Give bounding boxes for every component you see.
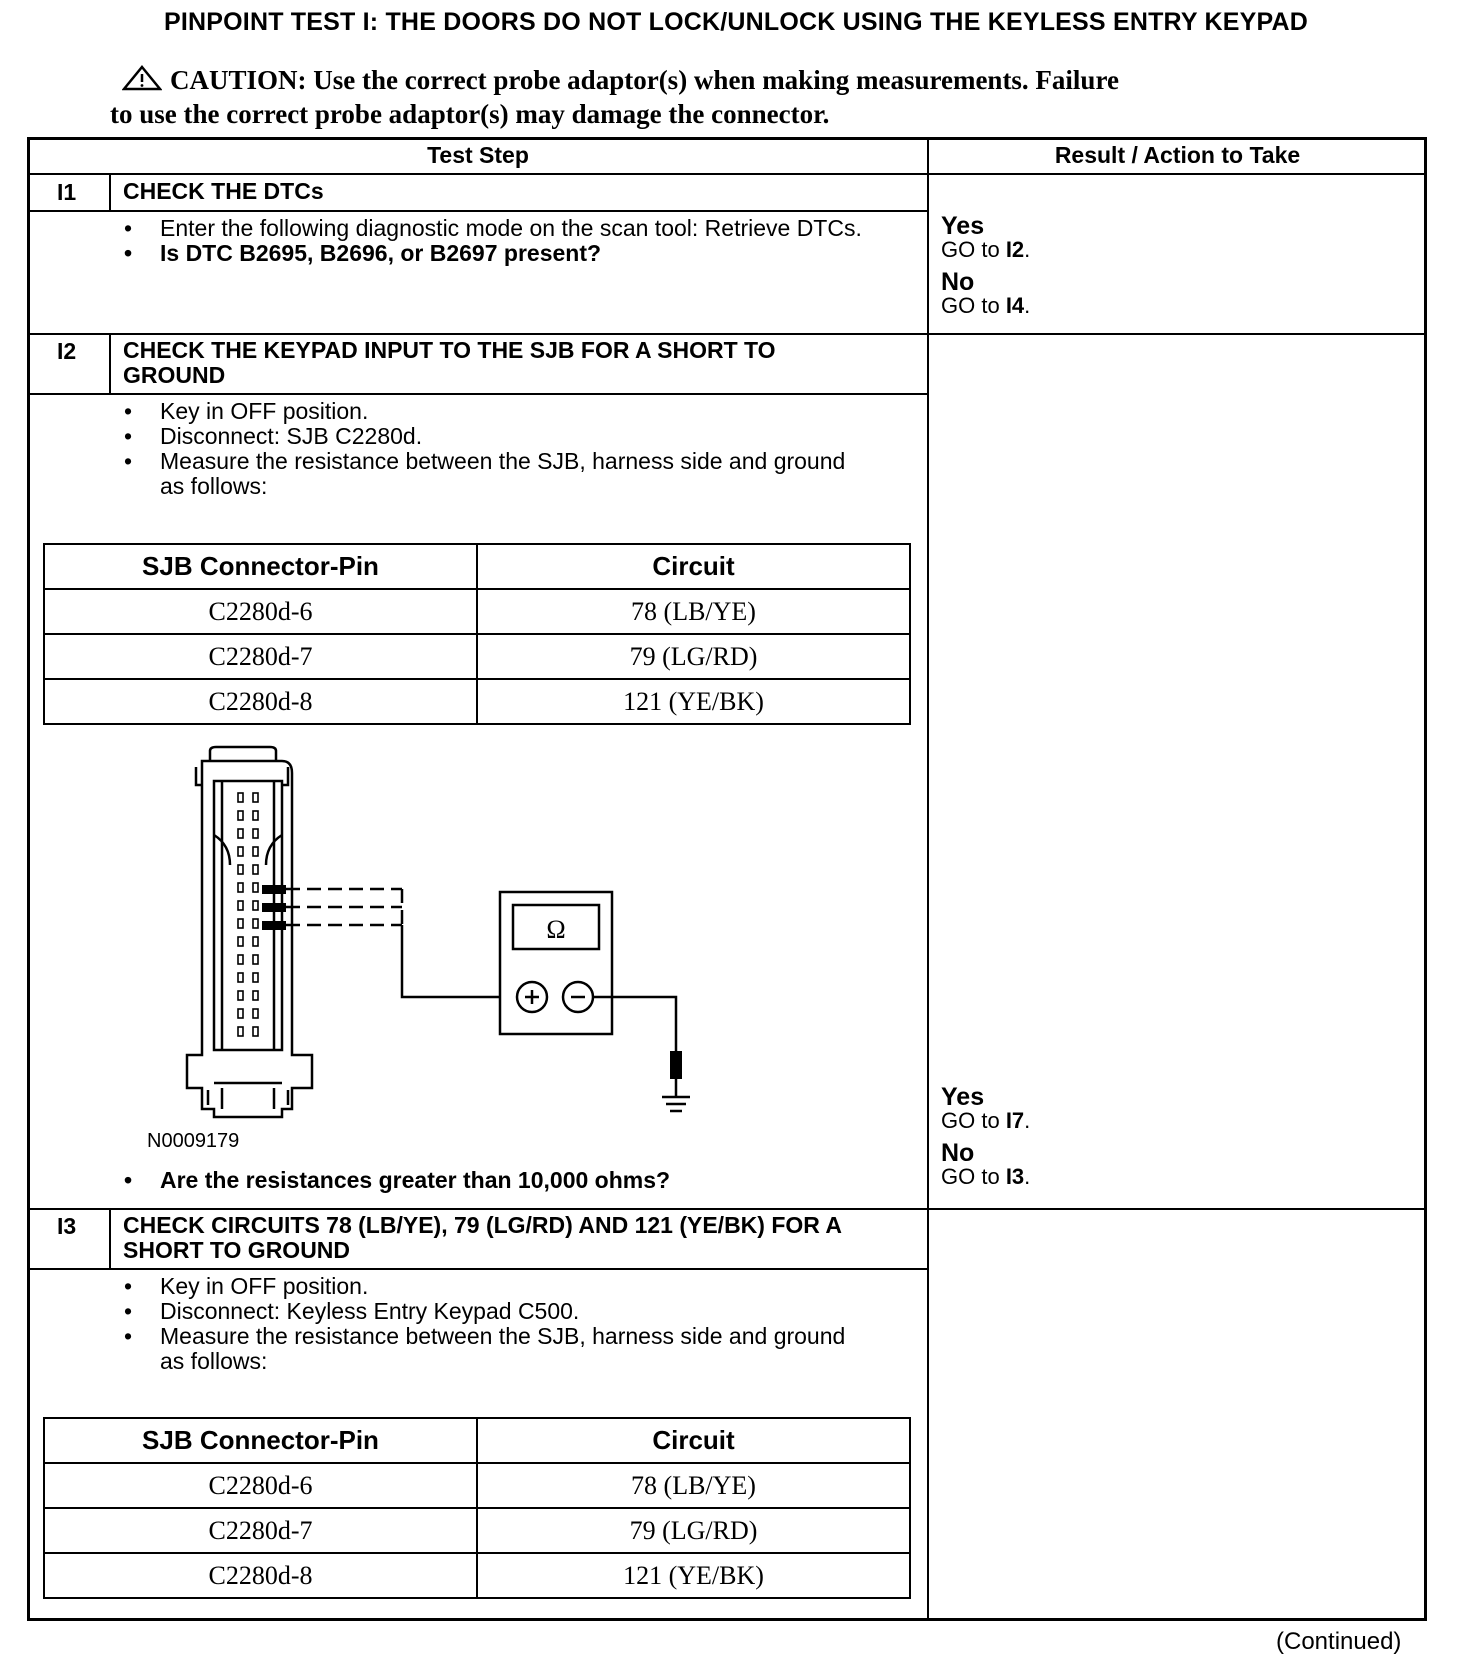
circuit-cell: 121 (YE/BK)	[477, 1553, 910, 1598]
result-i2-yes-target: I7	[1005, 1108, 1025, 1133]
circuit-cell: 79 (LG/RD)	[477, 634, 910, 679]
step-separator-2	[28, 1208, 1426, 1210]
table-row	[44, 589, 910, 634]
connector-pins	[238, 793, 258, 1036]
connector-inner	[214, 781, 282, 1050]
pin-cell: C2280d-7	[44, 1508, 477, 1553]
result-i2-no: No	[941, 1139, 975, 1167]
header-result: Result / Action to Take	[1054, 142, 1301, 168]
pin-cell: C2280d-6	[44, 1463, 477, 1508]
step-title-i2: CHECK THE KEYPAD INPUT TO THE SJB FOR A SHORT TO GROUND	[123, 337, 776, 388]
pin-cell: C2280d-8	[44, 1553, 477, 1598]
result-i1-yes: Yes	[941, 212, 985, 240]
pin-cell: C2280d-7	[44, 634, 477, 679]
step-i1-bullets	[118, 216, 878, 266]
ground-icon	[662, 1079, 690, 1111]
step-title-i3: CHECK CIRCUITS 78 (LB/YE), 79 (LG/RD) AND 121 (YE/BK) FOR A SHORT TO GROUND	[123, 1212, 842, 1263]
step-separator-1	[28, 333, 1426, 335]
step-i2-bullet-1: • Key in OFF position.	[118, 399, 858, 424]
step-id-i2: I2	[57, 338, 77, 364]
id-divider-i1	[109, 174, 111, 211]
pin-cell: C2280d-8	[44, 679, 477, 724]
result-i1-no-target: I4	[1005, 293, 1025, 318]
id-divider-i2	[109, 334, 111, 394]
figure-id: N0009179	[147, 1130, 240, 1152]
table-row	[44, 679, 910, 724]
result-i1-no: No	[941, 268, 975, 296]
connector-latch	[210, 747, 276, 761]
step-i3-bullet-2: • Disconnect: Keyless Entry Keypad C500.	[118, 1299, 858, 1324]
table-row	[44, 1508, 910, 1553]
result-i2-no-target: I3	[1005, 1164, 1025, 1189]
circuit-cell: 121 (YE/BK)	[477, 679, 910, 724]
pin-table-header-circuit: Circuit	[477, 544, 910, 589]
step-i2-question-text: • Are the resistances greater than 10,000 ohms?	[118, 1168, 878, 1193]
i1-title-divider	[28, 210, 928, 212]
step-i2-question	[118, 1168, 878, 1193]
result-i2-yes-action: GO to	[941, 1108, 1000, 1133]
step-i3-bullet-1: • Key in OFF position.	[118, 1274, 858, 1299]
ground-probe	[670, 1051, 682, 1079]
ohmmeter-icon	[500, 892, 612, 1034]
header-divider	[28, 173, 1426, 175]
circuit-cell: 78 (LB/YE)	[477, 1463, 910, 1508]
result-i1-no-action: GO to	[941, 293, 1000, 318]
step-i1-bullet-1: • Enter the following diagnostic mode on the scan tool: Retrieve DTCs.	[118, 216, 878, 241]
caution-text-line2: to use the correct probe adaptor(s) may damage the connector.	[110, 99, 830, 129]
result-i2-no-action: GO to	[941, 1164, 1000, 1189]
dashed-leads	[286, 889, 402, 925]
pin-table-header-pin: SJB Connector-Pin	[44, 544, 477, 589]
ohmmeter-connector-diagram	[170, 745, 710, 1135]
step-i2-bullets	[118, 399, 858, 499]
connector-body	[187, 761, 312, 1117]
pin-table-i3	[43, 1417, 911, 1599]
step-i1-bullet-2: • Is DTC B2695, B2696, or B2697 present?	[118, 241, 878, 266]
step-i3-bullet-3: • Measure the resistance between the SJB, harness side and ground as follows:	[118, 1324, 858, 1374]
i3-title-divider	[28, 1268, 928, 1270]
caution-note	[110, 64, 1340, 130]
header-test-step: Test Step	[427, 142, 529, 168]
step-i3-bullets	[118, 1274, 858, 1374]
page-title: PINPOINT TEST I: THE DOORS DO NOT LOCK/UNLOCK USING THE KEYLESS ENTRY KEYPAD	[164, 8, 1308, 36]
probe-plugs	[262, 885, 286, 930]
pin-table-header-pin: SJB Connector-Pin	[44, 1418, 477, 1463]
step-id-i1: I1	[57, 179, 77, 205]
warning-triangle-icon	[122, 65, 162, 98]
result-i2-yes: Yes	[941, 1083, 985, 1111]
pin-table-i2	[43, 543, 911, 725]
circuit-cell: 78 (LB/YE)	[477, 589, 910, 634]
i2-title-divider	[28, 393, 928, 395]
circuit-cell: 79 (LG/RD)	[477, 1508, 910, 1553]
result-i1: Yes GO to I2. No GO to I4.	[941, 212, 1031, 318]
step-i2-bullet-2: • Disconnect: SJB C2280d.	[118, 424, 858, 449]
step-title-i1: CHECK THE DTCs	[123, 178, 324, 204]
result-i2: Yes GO to I7. No GO to I3.	[941, 1083, 1031, 1189]
id-divider-i3	[109, 1209, 111, 1269]
table-row	[44, 634, 910, 679]
step-id-i3: I3	[57, 1213, 77, 1239]
caution-label: CAUTION:	[170, 65, 307, 95]
pin-cell: C2280d-6	[44, 589, 477, 634]
table-row	[44, 1463, 910, 1508]
ohm-symbol: Ω	[546, 915, 566, 944]
result-i1-yes-action: GO to	[941, 237, 1000, 262]
pin-table-header-circuit: Circuit	[477, 1418, 910, 1463]
table-row	[44, 1553, 910, 1598]
step-i2-bullet-3: • Measure the resistance between the SJB, harness side and ground as follows:	[118, 449, 858, 499]
continued-label: (Continued)	[1276, 1628, 1402, 1655]
caution-text-line1: Use the correct probe adaptor(s) when making measurements. Failure	[313, 65, 1119, 95]
result-i1-yes-target: I2	[1005, 237, 1025, 262]
column-divider	[927, 138, 929, 1620]
